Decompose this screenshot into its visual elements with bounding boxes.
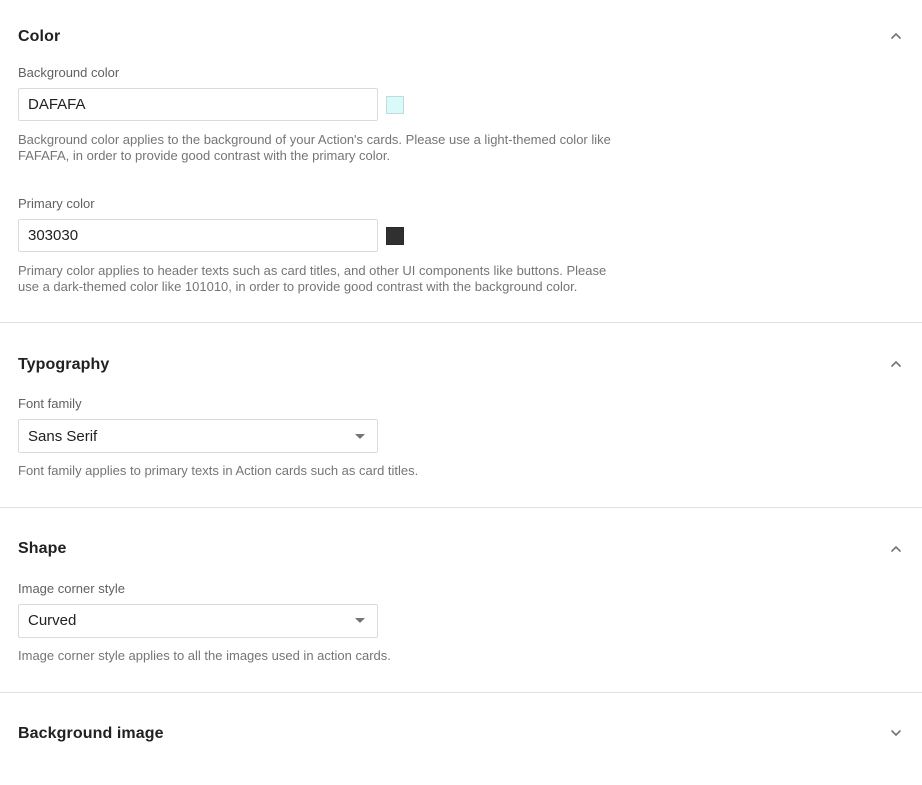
chevron-up-icon	[889, 29, 903, 43]
select-value: Curved	[28, 612, 77, 629]
dropdown-arrow-icon	[355, 434, 365, 439]
dropdown-arrow-icon	[355, 618, 365, 623]
collapse-section-button[interactable]	[888, 356, 904, 372]
helper-text: Font family applies to primary texts in Action cards such as card titles.	[18, 463, 419, 478]
section-background-image	[0, 721, 922, 745]
section-typography	[0, 352, 922, 479]
background-color-input[interactable]	[18, 88, 378, 121]
section-divider	[0, 692, 922, 693]
primary-color-field-row	[18, 219, 904, 252]
image-corner-style-select[interactable]	[18, 604, 378, 638]
collapse-section-button[interactable]	[888, 28, 904, 44]
field-label: Background color	[18, 65, 120, 80]
background-color-field-row	[18, 88, 904, 121]
helper-text: Primary color applies to header texts such as card titles, and other UI components like buttons. Please use a dark-themed color like 101010, in order to provide good contrast with the background color.	[18, 263, 607, 294]
field-label: Image corner style	[18, 580, 125, 596]
chevron-up-icon	[889, 357, 903, 371]
primary-color-input[interactable]	[18, 219, 378, 252]
section-header-background-image[interactable]	[18, 721, 904, 745]
section-header-color[interactable]	[18, 24, 904, 48]
field-label: Font family	[18, 396, 82, 411]
select-value: Sans Serif	[28, 427, 98, 445]
section-header-shape[interactable]	[18, 537, 904, 561]
chevron-down-icon	[889, 726, 903, 740]
section-title: Background image	[18, 724, 164, 742]
section-title: Color	[18, 27, 61, 45]
section-header-typography[interactable]	[18, 352, 904, 376]
primary-color-swatch	[386, 227, 404, 245]
collapse-section-button[interactable]	[888, 541, 904, 557]
field-label: Primary color	[18, 196, 95, 211]
helper-text: Background color applies to the background of your Action's cards. Please use a light-themed color like FAFAFA, in order to provide good contrast with the primary color.	[18, 132, 611, 163]
section-color	[0, 24, 922, 294]
background-color-swatch	[386, 96, 404, 114]
section-title: Typography	[18, 355, 110, 373]
helper-text: Image corner style applies to all the images used in action cards.	[18, 647, 391, 663]
expand-section-button[interactable]	[888, 725, 904, 741]
section-divider	[0, 507, 922, 508]
font-family-select[interactable]	[18, 419, 378, 453]
section-shape	[0, 537, 922, 664]
section-title: Shape	[18, 540, 67, 557]
chevron-up-icon	[889, 542, 903, 556]
section-divider	[0, 322, 922, 323]
